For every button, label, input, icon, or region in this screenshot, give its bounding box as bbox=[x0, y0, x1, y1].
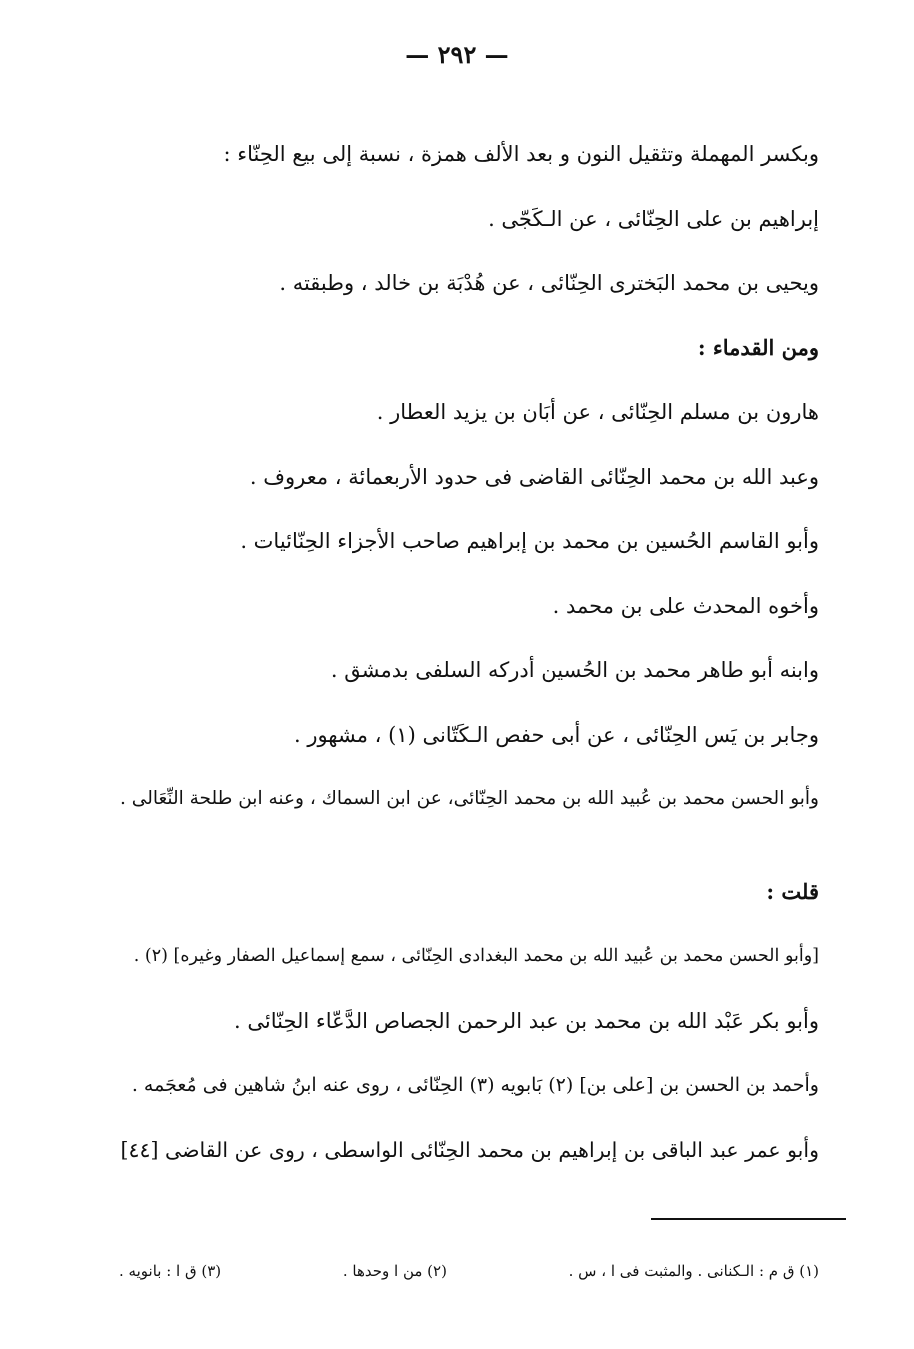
text-line: وأبو القاسم الحُسين بن محمد بن إبراهيم صاحب الأجزاء الحِنّائيات . bbox=[240, 529, 819, 553]
text-line: وأبو بكر عَبْد الله بن محمد بن عبد الرحمن الجصاص الدَّعّاء الحِنّائى . bbox=[234, 1008, 819, 1033]
text-line: وأخوه المحدث على بن محمد . bbox=[552, 593, 819, 618]
text-line: وبكسر المهملة وتثقيل النون و بعد الألف همزة ، نسبة إلى بيع الحِنّاء : bbox=[223, 142, 819, 166]
text-line: وأحمد بن الحسن بن [على بن] (٢) بَابويه (٣) الحِنّائى ، روى عنه ابنُ شاهين فى مُعجَمه . bbox=[131, 1074, 819, 1096]
text-line: وابنه أبو طاهر محمد بن الحُسين أدركه السلفى بدمشق . bbox=[330, 658, 819, 682]
footnote-divider bbox=[651, 1218, 846, 1220]
footnote-1: (١) ق م : الـكنانى . والمثبت فى ا ، س . bbox=[568, 1262, 819, 1280]
text-line: هارون بن مسلم الحِنّائى ، عن أبَان بن يزيد العطار . bbox=[376, 400, 819, 424]
section-heading-qultu: قلت : bbox=[766, 878, 819, 904]
page-number: — ٢٩٢ — bbox=[405, 40, 509, 69]
footnotes bbox=[119, 1262, 819, 1280]
text-line: [وأبو الحسن محمد بن عُبيد الله بن محمد البغدادى الحِنّائى ، سمع إسماعيل الصفار وغيره] (٢) . bbox=[133, 946, 819, 966]
text-line: وجابر بن يَس الحِنّائى ، عن أبى حفص الـكَتّانى (١) ، مشهور . bbox=[293, 722, 819, 747]
text-line: وعبد الله بن محمد الحِنّائى القاضى فى حدود الأربعمائة ، معروف . bbox=[249, 464, 819, 489]
text-line: وأبو الحسن محمد بن عُبيد الله بن محمد الحِنّائى، عن ابن السماك ، وعنه ابن طلحة النِّعَالى . bbox=[120, 788, 819, 809]
text-line: إبراهيم بن على الحِنّائى ، عن الـكَجّى . bbox=[488, 206, 819, 231]
footnote-2: (٢) من ا وحدها . bbox=[342, 1262, 447, 1280]
footnote-3: (٣) ق ا : بانويه . bbox=[119, 1262, 222, 1280]
paragraph-spacer bbox=[119, 832, 819, 860]
text-line: وأبو عمر عبد الباقى بن إبراهيم بن محمد الحِنّائى الواسطى ، روى عن القاضى [٤٤] bbox=[120, 1137, 819, 1162]
main-text bbox=[119, 122, 819, 1182]
section-heading-ancients: ومن القدماء : bbox=[697, 334, 819, 360]
text-line: ويحيى بن محمد البَخترى الحِنّائى ، عن هُدْبَة بن خالد ، وطبقته . bbox=[279, 271, 819, 295]
